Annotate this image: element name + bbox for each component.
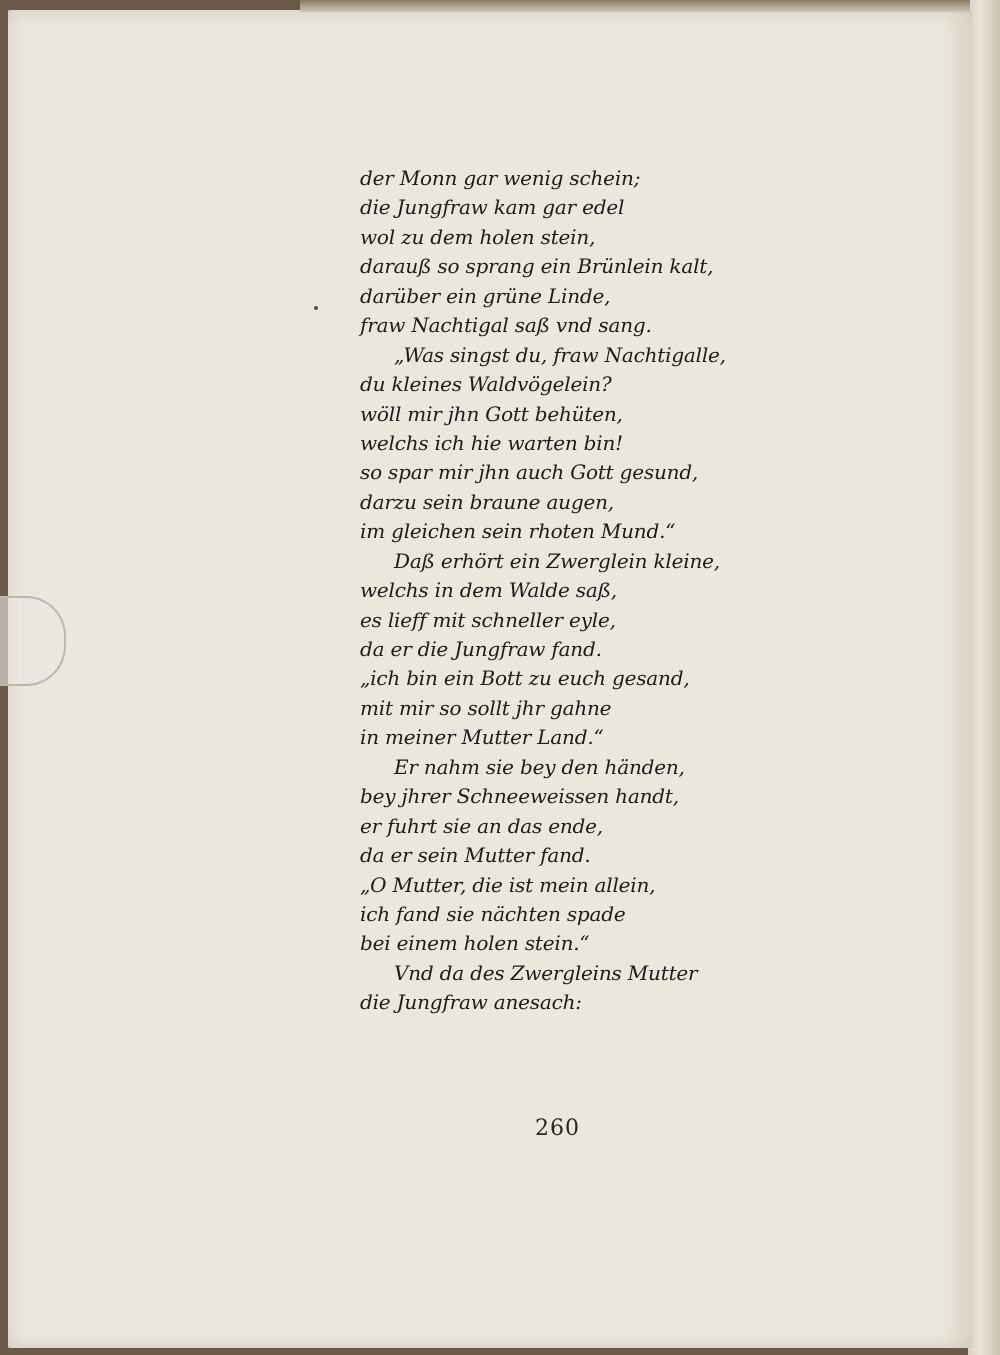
- poem-line: in meiner Mutter Land.“: [360, 725, 604, 750]
- poem-line: es lieff mit schneller eyle,: [360, 607, 616, 632]
- poem-line: er fuhrt sie an das ende,: [360, 813, 603, 838]
- poem-line: „ich bin ein Bott zu euch gesand,: [360, 666, 690, 691]
- poem-line: welchs ich hie warten bin!: [360, 430, 623, 455]
- poem-line: darüber ein grüne Linde,: [360, 283, 611, 308]
- poem-line: die Jungfraw kam gar edel: [360, 195, 625, 220]
- poem-line: „O Mutter, die ist mein allein,: [360, 872, 656, 897]
- poem-line: welchs in dem Walde saß,: [360, 578, 617, 603]
- book-top-edge: [300, 0, 970, 12]
- poem-line: Vnd da des Zwergleins Mutter: [394, 960, 698, 985]
- poem-line: Er nahm sie bey den händen,: [394, 754, 685, 779]
- poem-line: bey jhrer Schneeweissen handt,: [360, 784, 679, 809]
- poem-line: darzu sein braune augen,: [360, 489, 614, 514]
- poem-line: mit mir so sollt jhr gahne: [360, 695, 612, 720]
- poem-line: du kleines Waldvögelein?: [360, 372, 612, 397]
- poem-line: fraw Nachtigal saß vnd sang.: [360, 313, 652, 338]
- poem-line: so spar mir jhn auch Gott gesund,: [360, 460, 699, 485]
- poem-line: darauß so sprang ein Brünlein kalt,: [360, 254, 714, 279]
- ink-speck: [314, 306, 318, 310]
- page-number: 260: [535, 1116, 580, 1141]
- next-page-edge: [968, 0, 1000, 1355]
- poem-line: Daß erhört ein Zwerglein kleine,: [394, 548, 720, 573]
- poem-line: wol zu dem holen stein,: [360, 224, 596, 249]
- poem-line: ich fand sie nächten spade: [360, 901, 626, 926]
- poem-line: da er die Jungfraw fand.: [360, 637, 602, 661]
- poem-line: wöll mir jhn Gott behüten,: [360, 401, 623, 426]
- poem-text: [360, 164, 726, 1018]
- poem-line: „Was singst du, fraw Nachtigalle,: [394, 342, 726, 367]
- poem-line: da er sein Mutter fand.: [360, 843, 591, 868]
- poem-line: der Monn gar wenig schein;: [360, 166, 641, 190]
- poem-line: bei einem holen stein.“: [360, 931, 590, 956]
- poem-line: im gleichen sein rhoten Mund.“: [360, 519, 676, 544]
- poem-line: die Jungfraw anesach:: [360, 990, 582, 1015]
